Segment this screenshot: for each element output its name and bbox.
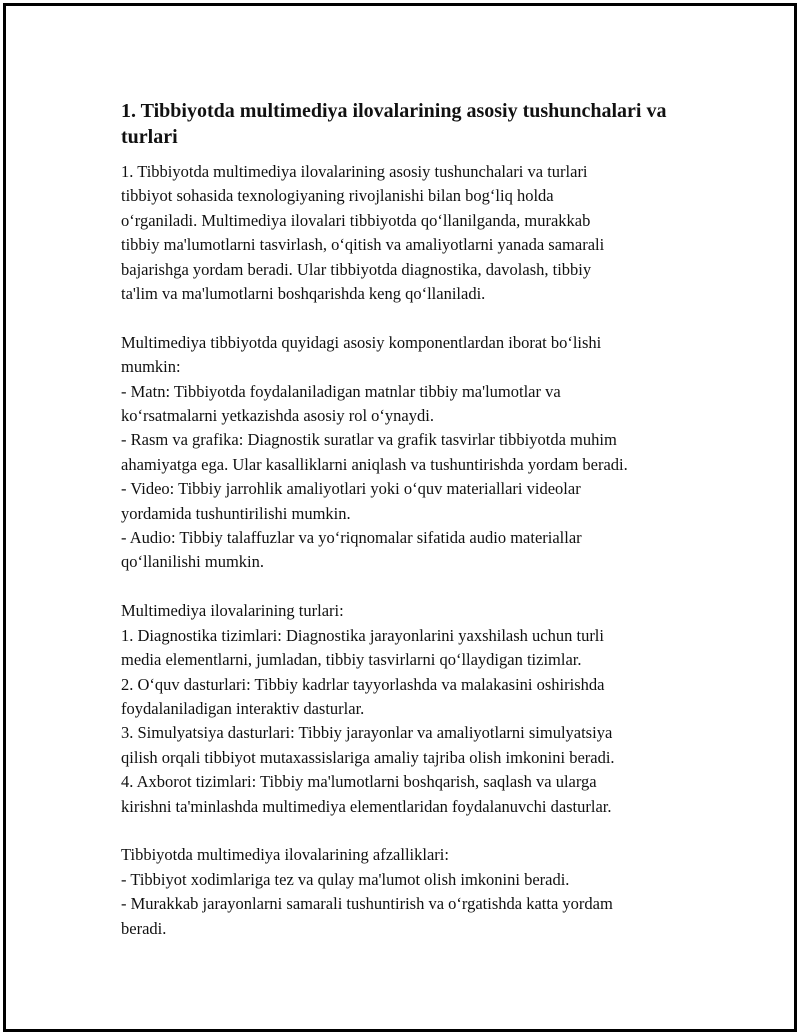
list-item: - Audio: Tibbiy talaffuzlar va yo‘riqnomalar sifatida audio materiallar bbox=[121, 528, 582, 548]
document-title: 1. Tibbiyotda multimediya ilovalarining asosiy tushunchalari va turlari bbox=[121, 100, 667, 148]
text-line: bajarishga yordam beradi. Ular tibbiyotda diagnostika, davolash, tibbiy bbox=[121, 259, 592, 279]
list-item: - Murakkab jarayonlarni samarali tushuntirish va o‘rgatishda katta yordam bbox=[121, 894, 613, 914]
text-line: ta'lim va ma'lumotlarni boshqarishda keng qo‘llaniladi. bbox=[121, 284, 486, 304]
text-line: qilish orqali tibbiyot mutaxassislariga amaliy tajriba olish imkonini beradi. bbox=[121, 747, 615, 767]
text-line: qo‘llanilishi mumkin. bbox=[121, 552, 264, 572]
paragraph-gap bbox=[121, 575, 701, 599]
text-line: media elementlarni, jumladan, tibbiy tasvirlarni qo‘llaydigan tizimlar. bbox=[121, 650, 582, 670]
list-item: 1. Diagnostika tizimlari: Diagnostika jarayonlarini yaxshilash uchun turli bbox=[121, 625, 604, 645]
types-paragraph bbox=[121, 599, 701, 843]
text-line: Tibbiyotda multimediya ilovalarining afzalliklari: bbox=[121, 845, 449, 865]
document-body bbox=[121, 98, 701, 941]
text-line: beradi. bbox=[121, 918, 167, 938]
text-line: yordamida tushuntirilishi mumkin. bbox=[121, 503, 351, 523]
paragraph-gap bbox=[121, 819, 701, 843]
text-line: foydalaniladigan interaktiv dasturlar. bbox=[121, 698, 365, 718]
text-line: mumkin: bbox=[121, 357, 181, 377]
text-line: ahamiyatga ega. Ular kasalliklarni aniqlash va tushuntirishda yordam beradi. bbox=[121, 454, 628, 474]
list-item: - Tibbiyot xodimlariga tez va qulay ma'lumot olish imkonini beradi. bbox=[121, 869, 570, 889]
components-paragraph bbox=[121, 331, 701, 599]
text-line: kirishni ta'minlashda multimediya elementlaridan foydalanuvchi dasturlar. bbox=[121, 796, 612, 816]
text-line: Multimediya tibbiyotda quyidagi asosiy komponentlardan iborat bo‘lishi bbox=[121, 332, 602, 352]
list-item: 2. O‘quv dasturlari: Tibbiy kadrlar tayyorlashda va malakasini oshirishda bbox=[121, 674, 605, 694]
text-line: Multimediya ilovalarining turlari: bbox=[121, 601, 344, 621]
paragraph-gap bbox=[121, 306, 701, 330]
text-line: o‘rganiladi. Multimediya ilovalari tibbiyotda qo‘llanilganda, murakkab bbox=[121, 210, 591, 230]
list-item: - Matn: Tibbiyotda foydalaniladigan matnlar tibbiy ma'lumotlar va bbox=[121, 381, 561, 401]
list-item: - Rasm va grafika: Diagnostik suratlar va grafik tasvirlar tibbiyotda muhim bbox=[121, 430, 617, 450]
intro-paragraph bbox=[121, 160, 701, 331]
text-line: tibbiy ma'lumotlarni tasvirlash, o‘qitish va amaliyotlarni yanada samarali bbox=[121, 235, 605, 255]
list-item: - Video: Tibbiy jarrohlik amaliyotlari yoki o‘quv materiallari videolar bbox=[121, 479, 581, 499]
text-line: 1. Tibbiyotda multimediya ilovalarining asosiy tushunchalari va turlari bbox=[121, 162, 588, 181]
page-frame bbox=[3, 3, 797, 1032]
text-line: tibbiyot sohasida texnologiyaning rivojlanishi bilan bog‘liq holda bbox=[121, 186, 554, 206]
text-line: ko‘rsatmalarni yetkazishda asosiy rol o‘ynaydi. bbox=[121, 406, 434, 426]
list-item: 4. Axborot tizimlari: Tibbiy ma'lumotlarni boshqarish, saqlash va ularga bbox=[121, 772, 597, 792]
list-item: 3. Simulyatsiya dasturlari: Tibbiy jarayonlar va amaliyotlarni simulyatsiya bbox=[121, 723, 613, 743]
advantages-paragraph bbox=[121, 843, 701, 941]
